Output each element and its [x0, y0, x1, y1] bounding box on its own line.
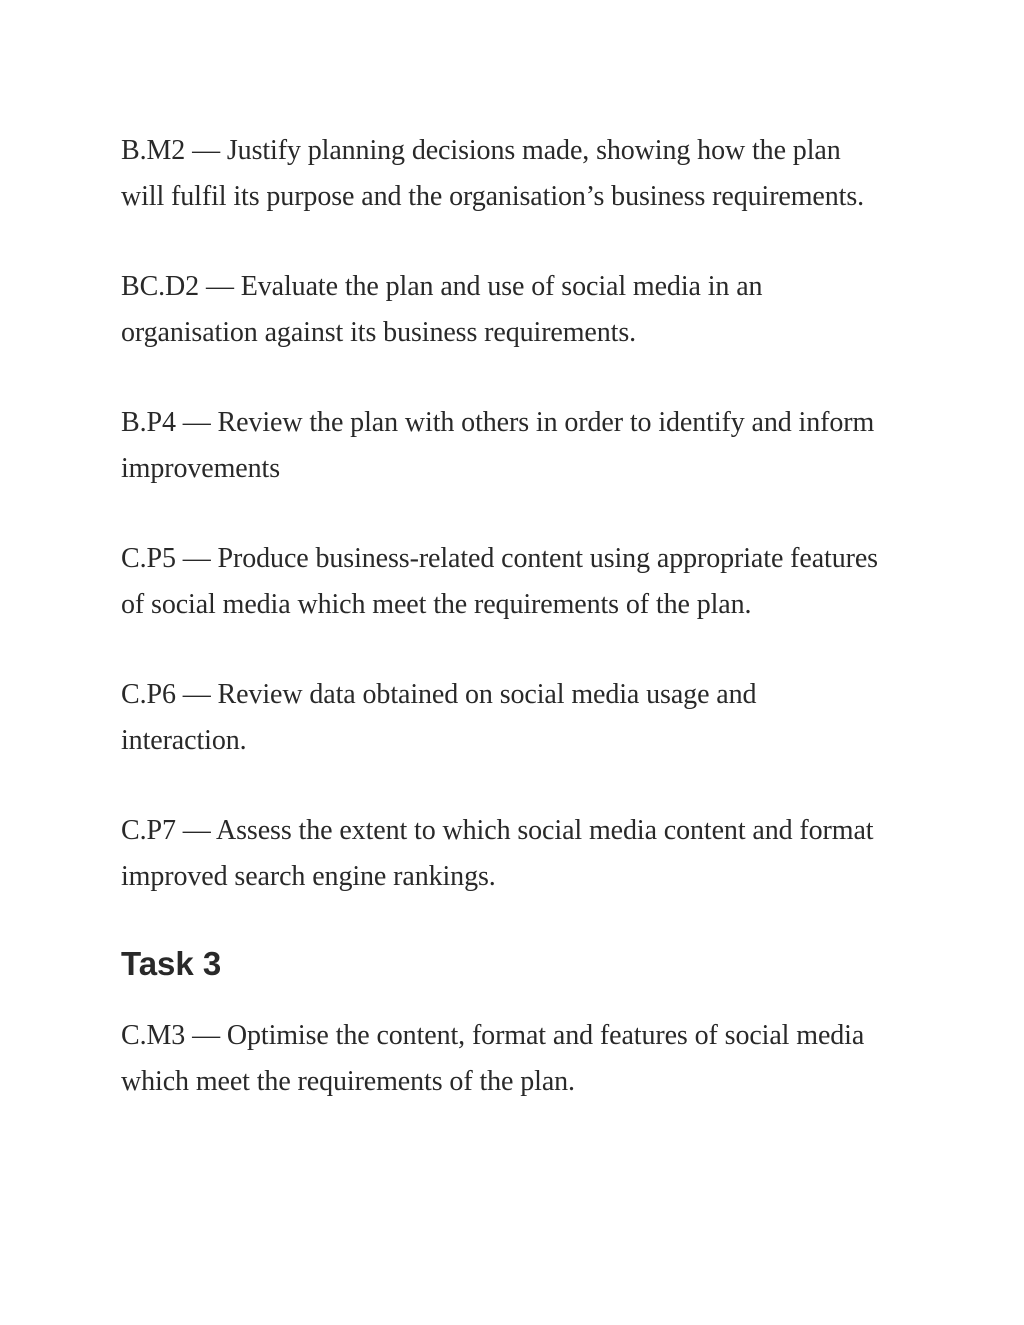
criterion-c-p6: C.P6 — Review data obtained on social media usage and interaction. — [121, 679, 757, 756]
criterion-c-m3: C.M3 — Optimise the content, format and features of social media which meet the requirements of the plan. — [121, 1020, 865, 1097]
criterion-c-p7: C.P7 — Assess the extent to which social media content and format improved search engine rankings. — [121, 815, 874, 892]
document-body — [121, 128, 881, 1105]
criterion-b-m2: B.M2 — Justify planning decisions made, showing how the plan will fulfil its purpose and the organisation’s business requirements. — [121, 135, 865, 212]
criterion-c-p5: C.P5 — Produce business-related content using appropriate features of social media which meet the requirements of the plan. — [121, 543, 878, 620]
task-3-heading: Task 3 — [121, 945, 222, 982]
criterion-bc-d2: BC.D2 — Evaluate the plan and use of social media in an organisation against its business requirements. — [121, 271, 763, 348]
criterion-b-p4: B.P4 — Review the plan with others in order to identify and inform improvements — [121, 407, 875, 484]
